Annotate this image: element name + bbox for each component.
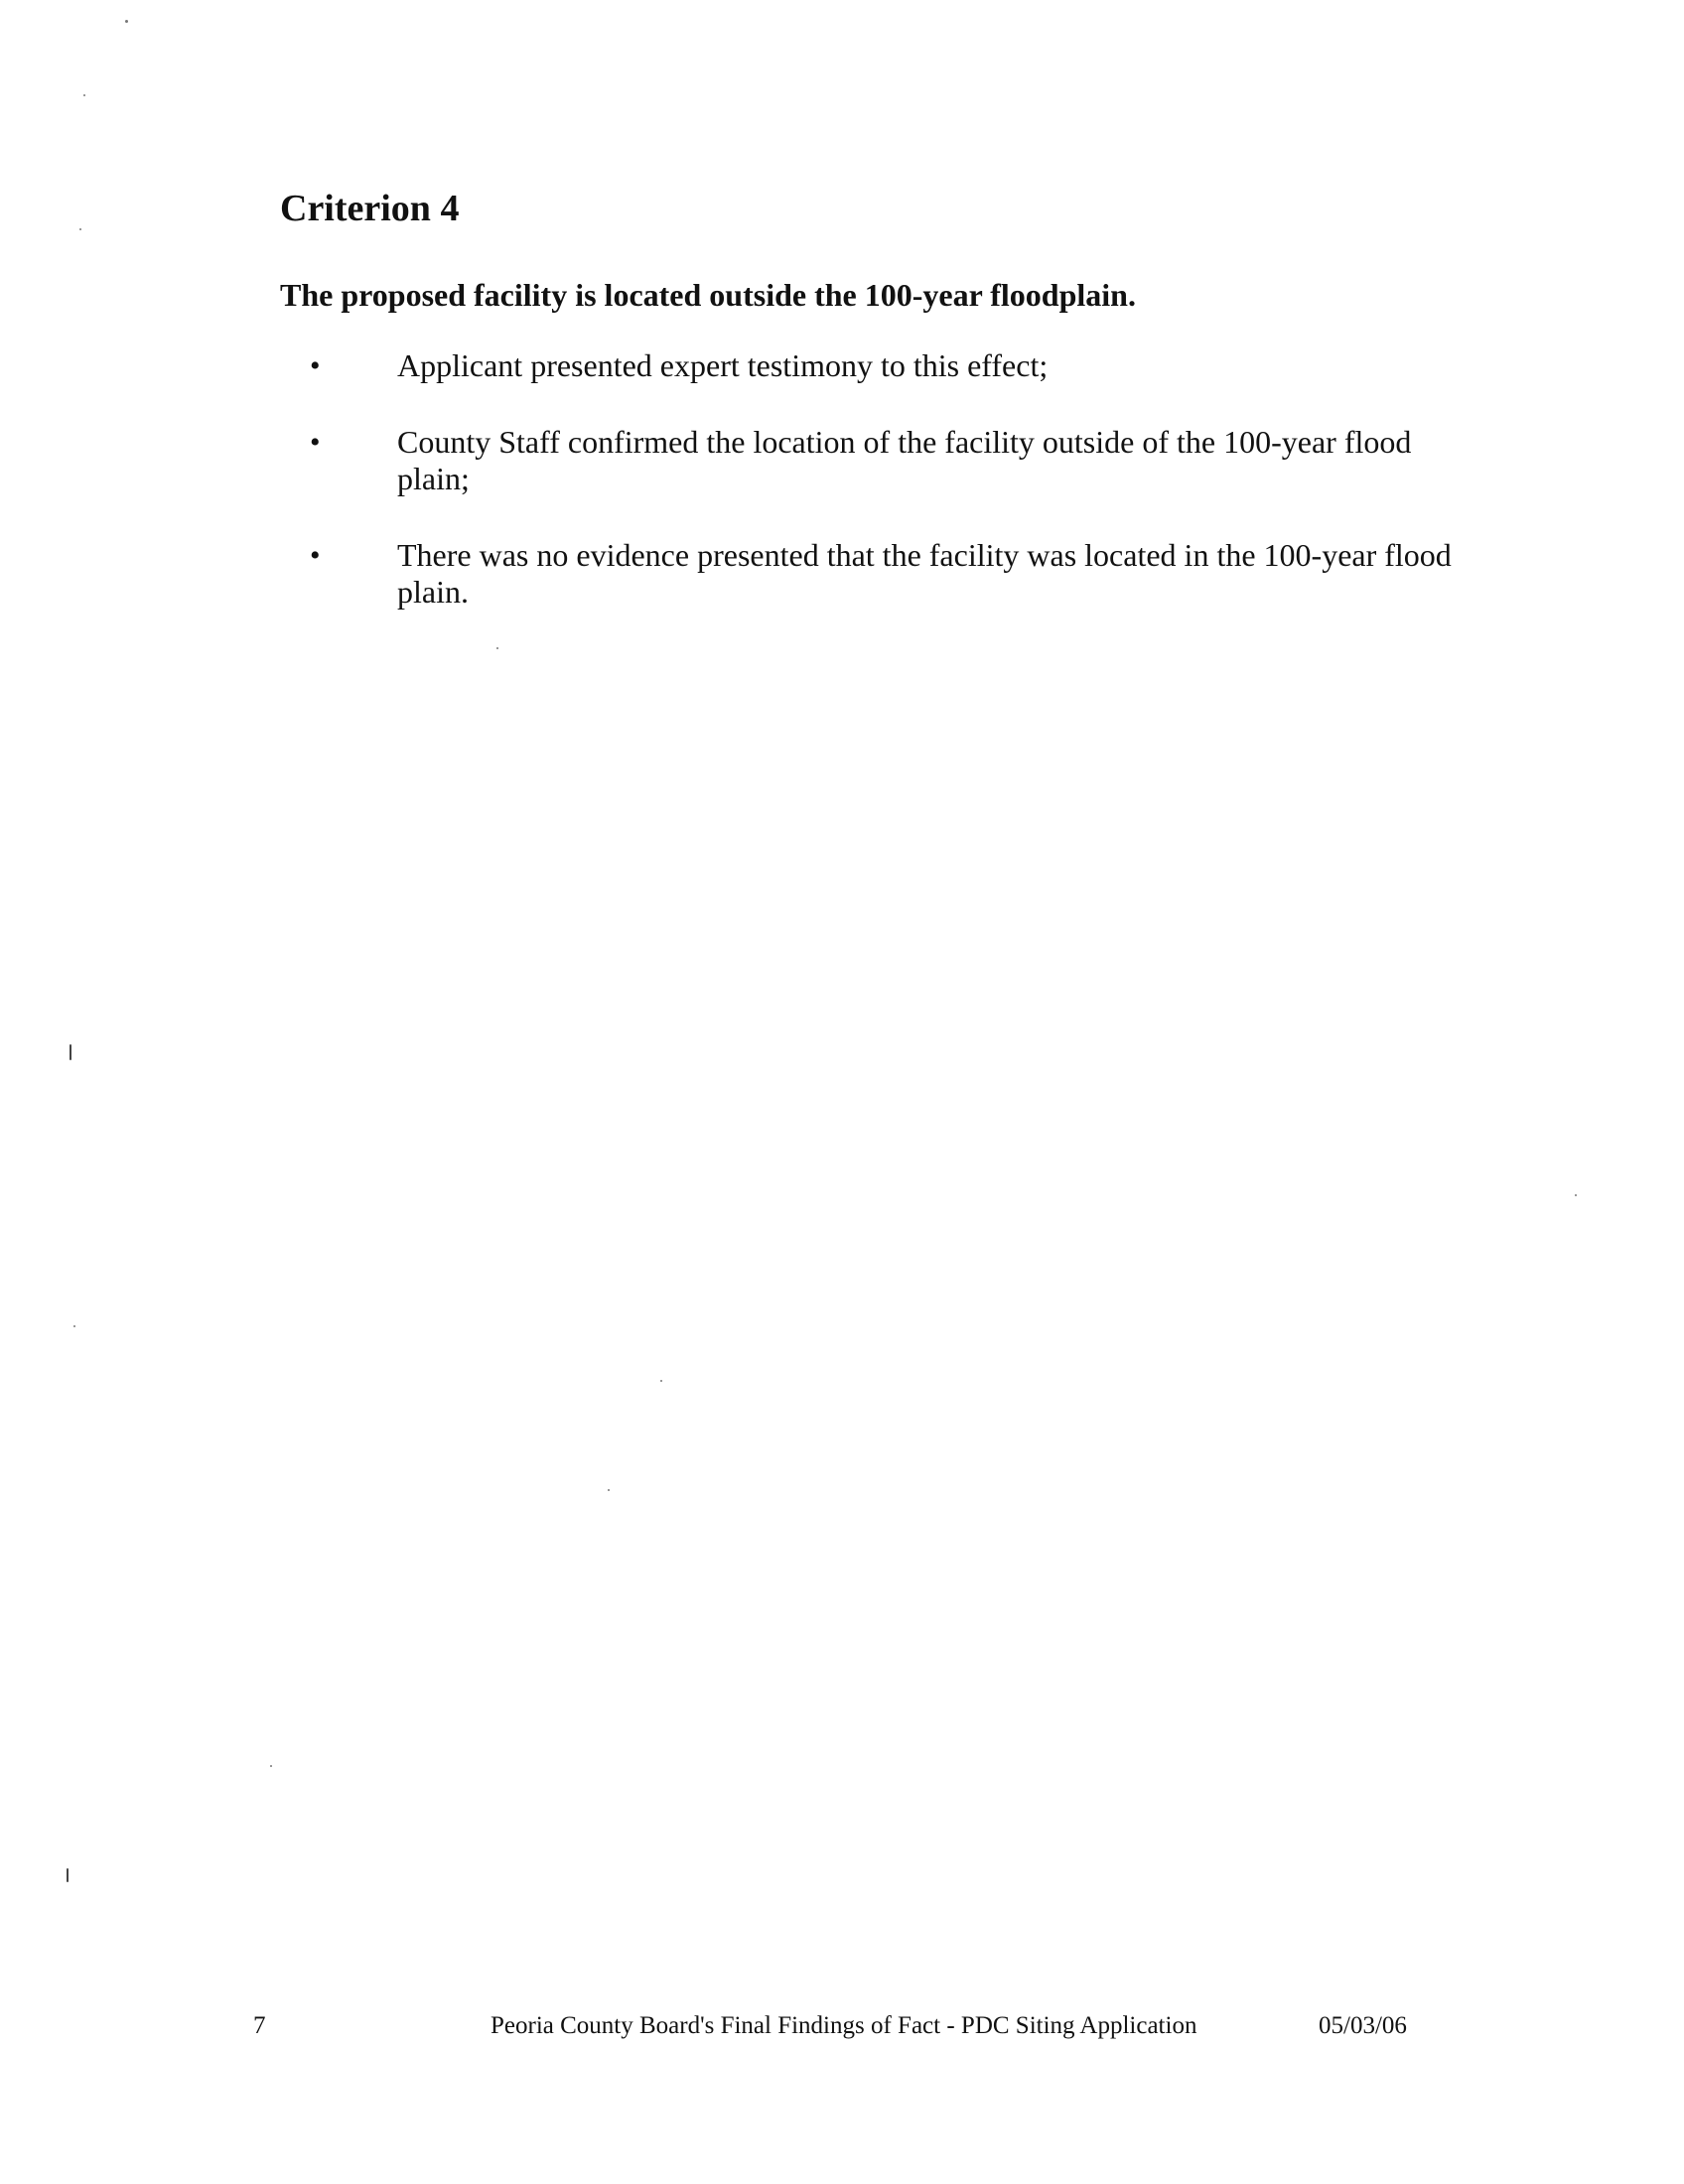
bullet-icon: • [310, 539, 321, 572]
criterion-heading: Criterion 4 [280, 188, 460, 229]
footer-date: 05/03/06 [1319, 2012, 1407, 2039]
scan-speck [496, 647, 498, 649]
bullet-icon: • [310, 349, 321, 382]
scan-speck [270, 1765, 272, 1767]
scan-speck [79, 228, 81, 230]
footer-page-number: 7 [253, 2012, 266, 2039]
scan-speck [608, 1489, 610, 1491]
list-item-text: County Staff confirmed the location of the facility outside of the 100-year flood plain; [397, 424, 1412, 496]
criterion-statement: The proposed facility is located outside the 100-year floodplain. [280, 277, 1136, 313]
scan-speck [660, 1380, 662, 1382]
footer-title: Peoria County Board's Final Findings of Fact - PDC Siting Application [491, 2012, 1197, 2039]
scan-speck [83, 94, 85, 96]
list-item-text: There was no evidence presented that the facility was located in the 100-year flood plain. [397, 537, 1452, 610]
scan-speck [1575, 1194, 1577, 1196]
scan-speck [73, 1325, 75, 1327]
bullet-icon: • [310, 426, 321, 459]
scan-speck [70, 1044, 71, 1060]
list-item-text: Applicant presented expert testimony to this effect; [397, 347, 1049, 383]
scan-speck [67, 1868, 69, 1882]
list-item [310, 537, 1462, 611]
list-item [310, 424, 1462, 497]
findings-list [310, 347, 1462, 650]
scan-speck [125, 20, 128, 23]
list-item [310, 347, 1462, 384]
